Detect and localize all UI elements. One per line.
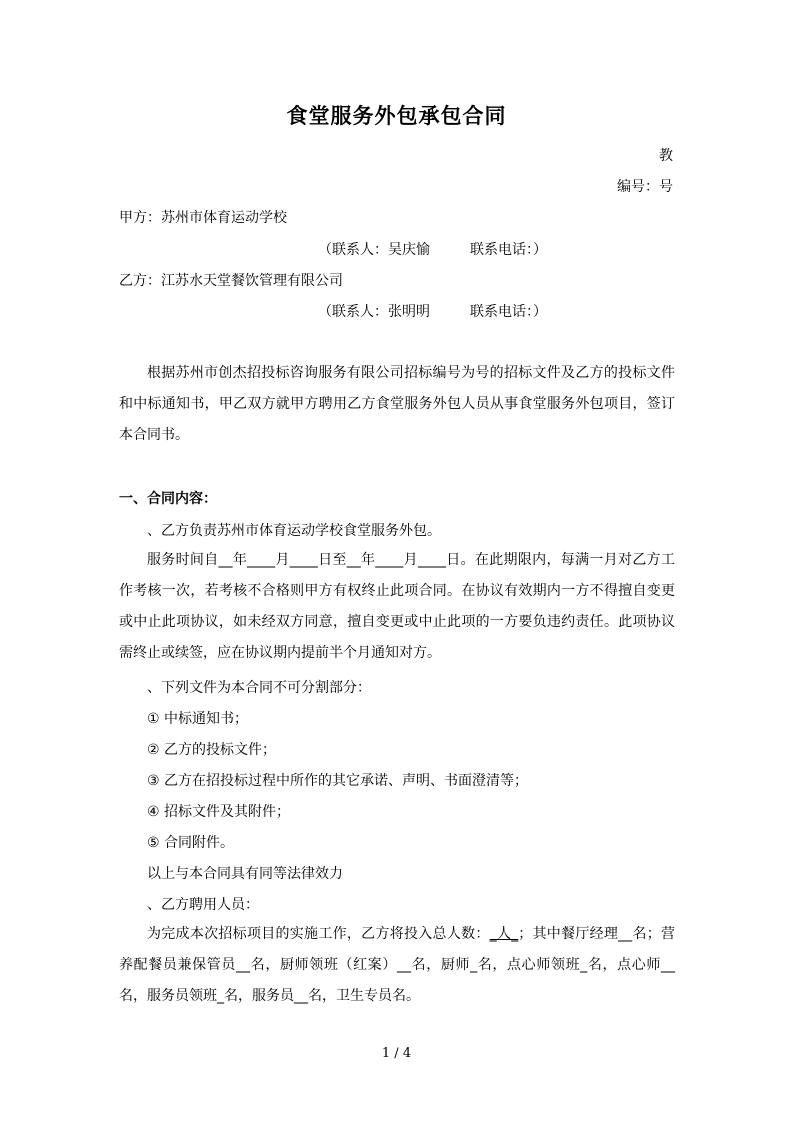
doc-list-item: ① 中标通知书； <box>147 711 249 727</box>
section-1-heading: 一、合同内容： <box>119 491 217 507</box>
staff-paragraph <box>119 919 675 1012</box>
clause-2: 、下列文件为本合同不可分割部分： <box>147 680 371 696</box>
party-b: 乙方：江苏水天堂餐饮管理有限公司 <box>119 273 343 289</box>
party-a-contact-person: （联系人：吴庆愉 <box>318 242 430 258</box>
service-period-paragraph: 服务时间自__年____月____日至__年____月____日。在此期限内，每满一月对乙方工作考核一次，若考核不合格则甲方有权终止此项合同。在协议有效期内一方不得擅自变更或中止此项协议，如未经双方同意，擅自变更或中止此项的一方要负违约责任。此项协议需终止或续签，应在协议期内提前半个月通知对方。 <box>119 552 675 661</box>
clause-3: 、乙方聘用人员： <box>147 897 259 913</box>
party-a: 甲方：苏州市体育运动学校 <box>119 210 287 226</box>
document-title: 食堂服务外包承包合同 <box>286 103 507 128</box>
party-a-contact-phone: 联系电话：） <box>470 242 547 258</box>
staff-paragraph-start: 为完成本次招标项目的实施工作，乙方将投入总人数： <box>147 926 490 942</box>
doc-list-item: ⑤ 合同附件。 <box>147 835 235 851</box>
equal-effect-note: 以上与本合同具有同等法律效力 <box>147 866 343 882</box>
party-b-contact-phone: 联系电话：） <box>470 304 547 320</box>
intro-paragraph: 根据苏州市创杰招投标咨询服务有限公司招标编号为号的招标文件及乙方的投标文件和中标通知书，甲乙双方就甲方聘用乙方食堂服务外包人员从事食堂服务外包项目，签订本合同书。 <box>119 365 675 443</box>
staff-paragraph-rest: ；其中餐厅经理__名；营养配餐员兼保管员__名，厨师领班（红案）__名，厨师_名，点心师领班_名，点心师__名，服务员领班_名，服务员__名，卫生专员名。 <box>119 926 676 1004</box>
clause-1: 、乙方负责苏州市体育运动学校食堂服务外包。 <box>147 523 441 539</box>
doc-list-item: ③ 乙方在招投标过程中所作的其它承诺、声明、书面澄清等； <box>147 773 528 789</box>
party-b-contact-person: （联系人：张明明 <box>318 304 430 320</box>
contract-number: 编号：号 <box>617 179 673 195</box>
doc-list-item: ④ 招标文件及其附件； <box>147 804 291 820</box>
header-note: 教 <box>659 148 673 164</box>
total-staff-count: _人_ <box>489 926 519 942</box>
page-number: 1 / 4 <box>381 1046 412 1061</box>
doc-list-item: ② 乙方的投标文件； <box>147 742 277 758</box>
